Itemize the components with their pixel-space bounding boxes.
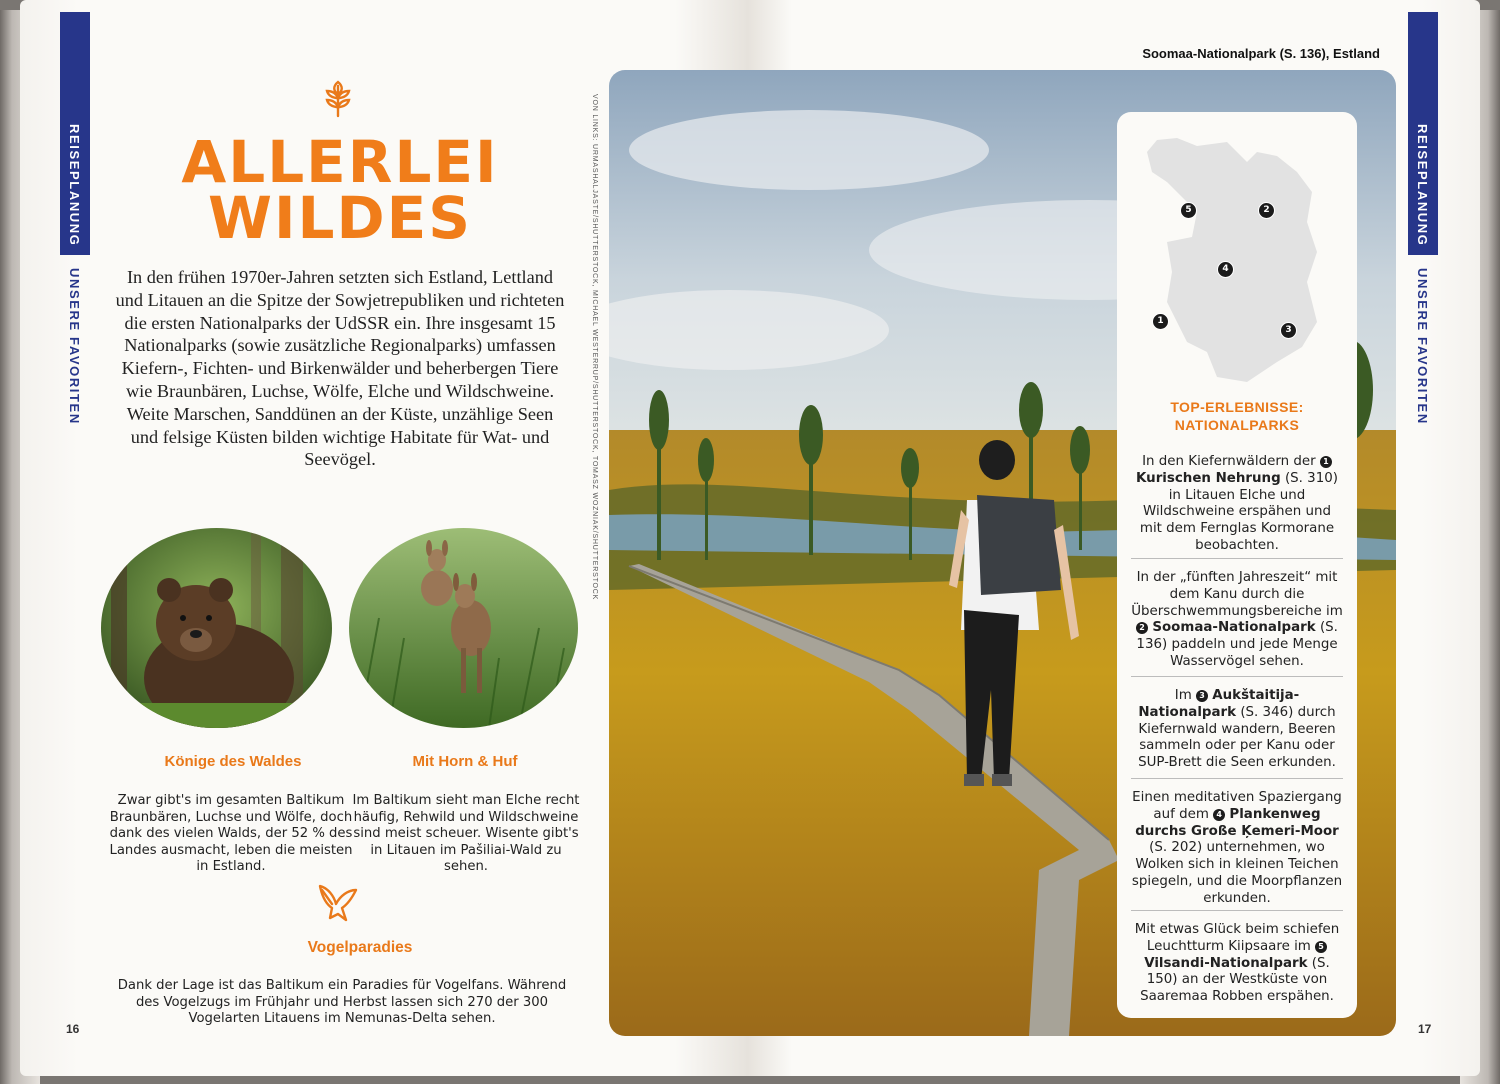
section-label-text: UNSERE FAVORITEN (67, 268, 82, 425)
list-item (1131, 570, 1343, 671)
leaf-icon (318, 78, 358, 120)
intro-paragraph: In den frühen 1970er-Jahren setzten sich Estland, Lettland und Litauen an die Spitze der Sowjetrepubliken und richteten die ersten Nationalparks der UdSSR ein. Ihre insgesamt 15 Nationalparks (sowie zusätzliche Regionalparks) umfassen Kiefern-, Fichten- und Birkenwälder und beherbergen Tiere wie Braunbären, Luchse, Wölfe, Elche und Wildschweine. Weite Marschen, Sanddünen an der Küste, unzählige Seen und felsige Küsten bilden wichtige Habitate für Wat- und Seevögel. (115, 267, 565, 470)
bird-icon (316, 882, 362, 924)
chapter-tab-right-label: REISEPLANUNG (1415, 124, 1430, 247)
list-item (1131, 688, 1343, 772)
item-text: In den Kiefernwäldern der (1142, 454, 1320, 469)
item-text: Im (1174, 688, 1196, 703)
chapter-tab (60, 12, 90, 255)
top-experiences-panel (1117, 112, 1357, 1018)
map-marker-4: 4 (1217, 261, 1234, 278)
box2-text: Im Baltikum sieht man Elche recht häufig, Rehwild und Wildschweine sind meist scheuer. Wisente gibt's in Litauen im Pašiliai-Wald zu sehen. (352, 793, 580, 875)
photo-credit: VON LINKS: URMASHALJASTE/SHUTTERSTOCK, MICHAEL WESTERRUP/SHUTTERSTOCK, TOMASZ WOZNIAK/SHUTTERSTOCK (591, 94, 598, 601)
baltic-map (1137, 132, 1337, 392)
title-line-2: WILDES (207, 184, 473, 252)
section-label-right-text: UNSERE FAVORITEN (1415, 268, 1430, 425)
item-park-name: Plankenweg durchs Große Ķemeri-Moor (1135, 806, 1339, 839)
divider (1131, 778, 1343, 779)
box1-heading: Könige des Waldes (164, 753, 302, 770)
item-text: (S. 150) an der Westküste von Saaremaa Robben erspähen. (1140, 955, 1334, 1005)
page-number-right: 17 (1418, 1022, 1432, 1036)
divider (1131, 676, 1343, 677)
item-park-name: Vilsandi-Nationalpark (1144, 955, 1308, 971)
box1-text: Zwar gibt's im gesamten Baltikum Braunbären, Luchse und Wölfe, doch dank des vielen Walds, der 52 % des Landes ausmacht, leben die meisten in Estland. (109, 793, 353, 875)
list-item (1131, 790, 1343, 908)
box3-heading: Vogelparadies (307, 939, 413, 956)
item-text: (S. 346) durch Kiefernwald wandern, Beeren sammeln oder per Kanu oder SUP-Brett die Seen erkunden. (1138, 704, 1336, 771)
list-item (1131, 454, 1343, 555)
map-marker-1: 1 (1152, 313, 1169, 330)
section-label (60, 268, 90, 428)
chapter-tab-right (1408, 12, 1438, 255)
bear-photo (101, 528, 332, 728)
item-text: Einen meditativen Spaziergang auf dem (1132, 790, 1342, 822)
map-marker-5: 5 (1180, 202, 1197, 219)
item-text: (S. 310) in Litauen Elche und Wildschweine erspähen und mit dem Fernglas Kormorane beobachten. (1139, 470, 1338, 553)
chapter-tab-label: REISEPLANUNG (67, 124, 82, 247)
panel-heading-line2: NATIONALPARKS (1174, 417, 1300, 433)
bullet-number-icon: 4 (1213, 809, 1225, 821)
item-text: (S. 202) unternehmen, wo Wolken sich in kleinen Teichen spiegeln, und die Moorpflanzen erkunden. (1131, 840, 1343, 906)
running-head: Soomaa-Nationalpark (S. 136), Estland (1142, 46, 1380, 61)
item-text: In der „fünften Jahreszeit“ mit dem Kanu durch die Überschwemmungsbereiche im (1131, 570, 1343, 619)
divider (1131, 910, 1343, 911)
item-park-name: Aukštaitija-Nationalpark (1138, 688, 1300, 720)
page-title (160, 128, 520, 252)
deer-photo (349, 528, 578, 728)
bullet-number-icon: 3 (1196, 690, 1208, 702)
list-item (1131, 922, 1343, 1006)
divider (1131, 558, 1343, 559)
bullet-number-icon: 5 (1315, 941, 1327, 953)
panel-heading-line1: TOP-ERLEBNISSE: (1170, 399, 1304, 415)
page-number-left: 16 (66, 1022, 80, 1036)
item-park-name: Soomaa-Nationalpark (1152, 620, 1316, 636)
bullet-number-icon: 2 (1136, 622, 1148, 634)
panel-heading (1117, 398, 1357, 434)
box2-heading: Mit Horn & Huf (412, 753, 518, 770)
item-text: Mit etwas Glück beim schiefen Leuchtturm Kiipsaare im (1134, 922, 1340, 954)
item-text: (S. 136) paddeln und jede Menge Wasservögel sehen. (1136, 620, 1338, 669)
map-marker-2: 2 (1258, 202, 1275, 219)
item-park-name: Kurischen Nehrung (1136, 470, 1281, 486)
title-line-1: ALLERLEI (181, 128, 499, 196)
box3-text: Dank der Lage ist das Baltikum ein Paradies für Vogelfans. Während des Vogelzugs im Frühjahr und Herbst lassen sich 270 der 300 Vogelarten Litauens im Nemunas-Delta sehen. (117, 978, 567, 1027)
map-marker-3: 3 (1280, 322, 1297, 339)
section-label-right (1408, 268, 1438, 428)
bullet-number-icon: 1 (1320, 456, 1332, 468)
